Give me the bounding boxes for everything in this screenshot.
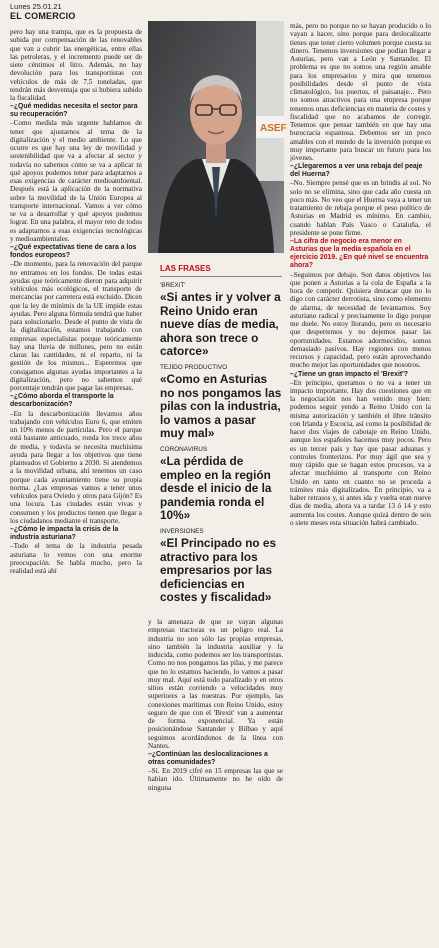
pull-quote-text: «Si antes ir y volver a Reino Unido eran nueve días de media, ahora son trece o catorce» — [160, 290, 281, 359]
pull-quote-tag: INVERSIONES — [160, 527, 204, 535]
article-column-2 — [148, 618, 283, 792]
article-column-3 — [290, 22, 431, 527]
interview-question: –¿Qué medidas necesita el sector para su recuperación? — [10, 103, 138, 119]
interview-answer: –En la descarbonización llevamos años trabajando con vehículos Euro 6, que emiten un 10% menos de partículas. Pero el parque está bastante anticuado, ronda los trece años de media, y todavía se necesita muchísima ayuda para llegar a los objetivos que tiene planteados el Gobierno a 2030. Si atendemos a la movilidad urbana, ahí tenemos un caso porque cada ayuntamiento tiene su propia norma. ¿Las empresas vamos a tener unos vehículos para Oviedo y otros para Gijón? Es una locura. Las ciudades están vivas y consumen y los productos tienen que llegar a los ciudadanos mediante el transporte. — [10, 409, 142, 525]
interview-question: –¿Continúan las deslocalizaciones a otras comunidades? — [148, 751, 268, 767]
interview-answer: –De momento, para la renovación del parque no entramos en los fondos. De todas estas ayudas que teóricamente dieron para adquirir vehículos más ecológicos, el transporte de mercancías por carretera está excluido. Dicen que la ley de mínimis de la UE impide estas ayudas. Pero alguna fórmula tendrá que haber para solucionarlo. Desde el punto de vista de la digitalización, estamos trabajando con empresas especialistas porque teóricamente hay una lluvia de millones, pero no están claras las cantidades, ni el reparto, ni la gestión de los mismos... Esperemos que consigamos algunas ayudas importantes a la digitalización, pero no sabemos qué porcentaje tendrán que pagar las empresas. — [10, 260, 142, 393]
pull-quote-tag: CORONAVIRUS — [160, 445, 208, 453]
interview-question: –¿Tiene un gran impacto el 'Brexit'? — [290, 370, 409, 378]
interview-answer: –Sí. En 2019 cifré en 15 empresas las que se habían ido. Últimamente no he oído de ninguna — [148, 767, 283, 792]
page-header — [10, 3, 430, 21]
interview-question: –La cifra de negocio era menor en Asturias que la media española en el ejercicio 2019. ¿En qué nivel se encuentra ahora? — [290, 238, 429, 270]
pull-quote-tag: 'BREXIT' — [160, 282, 186, 289]
article-column-1 — [10, 28, 142, 575]
interview-answer: –En principio, queramos o no va a tener un impacto importante. Hay dos cuestiones que en la negociación nos han venido muy bien: podemos seguir yendo a Reino Unido con la misma autorización y también el libre tránsito con Irlanda y Escocia, así como la posibilidad de hacer dos viajes de cabotaje en Reino Unido, aunque los españoles hacemos muy pocos. Pero es un tercer país y hay que pasar aduanas y controles fronterizos. Por muy ágil que sea y muy rápido que se hagan estos procesos, va a afectar muchísimo al transporte con Reino Unido en tanto en cuanto no se proceda a trámites más digitalizados. En principio, va a haber retrasos y, si antes ida y vuelta eran nueve días de media, ahora va a tardar 13 ó 14 y esto aumenta los costes. Aunque quizá dentro de seis o siete meses esta situación habrá cambiado. — [290, 378, 431, 527]
interview-question: –¿Cómo aborda el transporte la descarbonización? — [10, 393, 114, 409]
pull-quote — [160, 282, 282, 359]
pull-quotes-box — [160, 264, 282, 605]
publication-date: Lunes 25.01.21 — [10, 2, 62, 11]
interview-answer: más, pero no porque no se hayan producido o lo vayan a hacer, sino porque para deslocalizarte tienes que tener cierto volumen porque cuesta su dinero. Tenemos inversiones que podían llegar a Asturias, pero van a León y Santander. El problema es que no somos una región amable para los empresarios y mira que tenemos posibilidades desde el punto de vista climatológico, los puertos, el paisanaje... Pero no somos atractivos para una empresa porque tenemos unas deficiencias en materia de costes y fiscalidad que no acabamos de corregir. Tenemos que pensar también en que hay una burocracia espantosa. Debemos ser un poco amables con el mundo de la inversión porque es muy importante para buscar un futuro para los jóvenes. — [290, 22, 431, 162]
interview-photo — [148, 21, 287, 253]
pull-quote-text: «El Principado no es atractivo para los empresarios por las deficiencias en costes y fiscalidad» — [160, 535, 277, 605]
interview-answer: –Seguimos por debajo. Son datos objetivos los que ponen a Asturias a la cola de España a la hora de competir. Quisiera destacar que no lo digo con carácter derrotista, sino como elemento de alarma, de necesidad de levantarnos. Soy asturiano radical y precisamente lo digo porque me duele. No estoy llorando, pero es necesario que despertemos y no dejemos pasar las oportunidades. Estamos adormecidos, somos demasiado pasivos. Hay regiones con menos recursos y capacidad, pero están aprovechando mucho mejor las oportunidades que nosotros. — [290, 270, 431, 370]
interview-question: –¿Llegaremos a ver una rebaja del peaje del Huerna? — [290, 163, 423, 179]
interview-answer: –Todo el tema de la industria pesada asturiana lo vemos con una enorme preocupación. Se habla mucho, pero la realidad está ahí — [10, 542, 142, 575]
pull-quote-text: «Como en Asturias no nos pongamos las pilas con la industria, lo vamos a pasar muy mal» — [160, 371, 282, 441]
newspaper-name: EL COMERCIO — [10, 11, 76, 21]
interview-answer: –Como medida más urgente hablamos de tener que ajustarnos al tema de la digitalización y el medio ambiente. Lo que ocurre es que hay una ley de movilidad y sostenibilidad que va a afectar al sector y todavía no sabemos cómo se va a aplicar ni qué apoyos podemos tener para adaptarnos a esas exigencias de carácter medioambiental. Después está la aplicación de la normativa sobre la movilidad de la Unión Europea al transporte internacional. Vamos a ver cómo se va a desarrollar y qué apoyos podemos lograr. En una palabra, el mayor reto de todos es adaptarnos a esas exigencias tecnológicas y medioambientales. — [10, 119, 142, 243]
interview-answer: –No. Siempre pensé que es un brindis al sol. No solo no se elimina, sino que cada año cuesta un poco más. No veo que el Huerna vaya a tener un tratamiento de rebaja porque el peso político de Asturias en Madrid es mínimo. En cambio, cuando hablan País Vasco o Cataluña, el presidente se pone firme. — [290, 179, 431, 237]
interview-question: –¿Qué expectativas tiene de cara a los fondos europeos? — [10, 244, 137, 260]
background-sign-text: ASEF — [260, 123, 287, 134]
interview-answer: pero hay una trampa, que es la propuesta de subida por compensación de las renovables que van a cubrir las energéticas, entre ellas las petroleras, y el incremento puede ser de siete céntimos el litro. Además, no hay devolución para los transportistas con vehículos de más de 7,5 toneladas, que tendrán más desventaja que si hubiera subido la fiscalidad. — [10, 28, 142, 102]
interview-question: –¿Cómo le impacta la crisis de la industria asturiana? — [10, 526, 119, 542]
pull-quote-tag: TEJIDO PRODUCTIVO — [160, 363, 228, 371]
pull-quote — [160, 446, 282, 523]
pull-quotes-title: LAS FRASES — [160, 264, 282, 277]
pull-quote — [160, 528, 282, 605]
pull-quote — [160, 364, 282, 441]
interview-answer: y la amenaza de que se vayan algunas empresas tractoras es un peligro real. La industria no son sólo las propias empresas, sino también la industria auxiliar y la inducida, como podemos ser los transportistas. Como no nos pongamos las pilas, y me parece que no lo estamos haciendo, lo vamos a pasar muy mal. Aquí está todo paralizado y en otros sitios están corriendo a velocidades muy superiores a las nuestras. Por ejemplo, las conexiones marítimas con Reino Unido, estoy seguro de que con el 'Brexit' van a aumentar de forma exponencial. Ya están posicionándose Santander y Bilbao y aquí seguimos acordándonos de la línea con Nantes. — [148, 618, 283, 750]
pull-quote-text: «La pérdida de empleo en la región desde el inicio de la pandemia ronda el 10%» — [160, 453, 272, 523]
portrait-image — [148, 21, 287, 253]
